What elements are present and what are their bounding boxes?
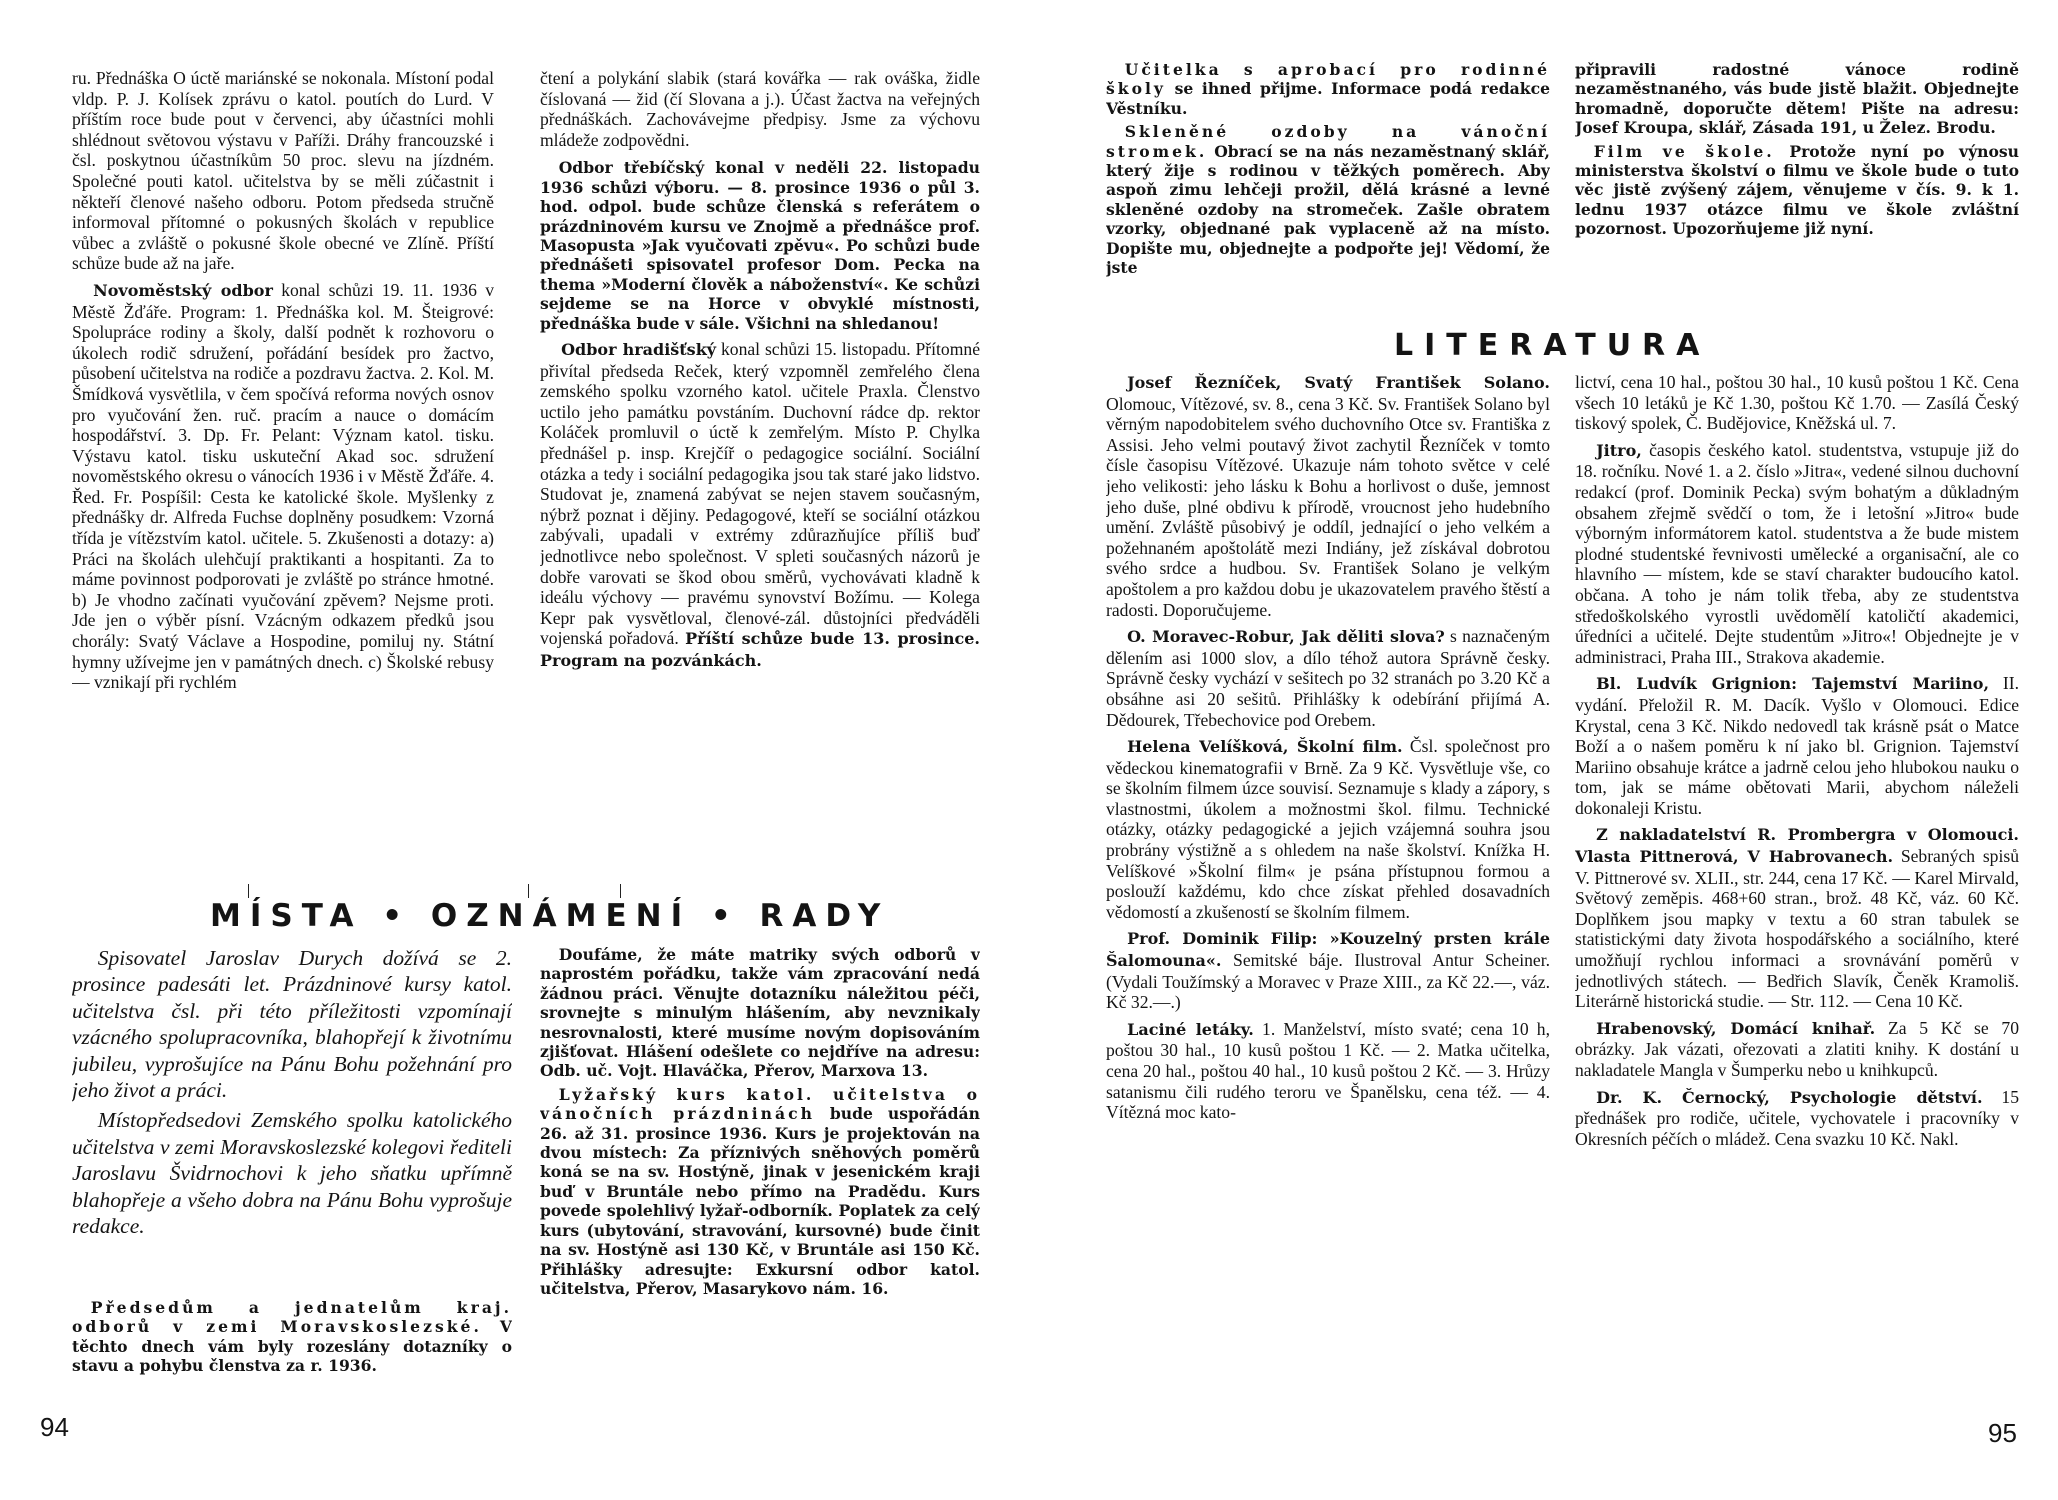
- paragraph: připravili radostné vánoce rodině nezaměstnaného, vás bude jistě blažit. Objednejte hromadně, doporučte dětem! Pište na adresu: Josef Kroupa, sklář, Zásada 191, u Želez. Brodu.: [1575, 60, 2019, 138]
- paragraph: [540, 339, 980, 672]
- entry-title: Dr. K. Černocký, Psychologie dětství.: [1596, 1087, 1983, 1107]
- paragraph-body: konal schůzi 19. 11. 1936 v Městě Žďáře. Program: 1. Přednáška kol. M. Šteigrové: Spolupráce rodiny a školy, další podnět k rozhovoru o úkolech rodič sdružení, pořádání besídek pro žactvo, působení učitelstva na rodiče a pozdravu žactva. 2. Kol. M. Šmídková vysvětlila, v čem spočívá reforma nových osnov pro vyučování žen. ruč. pracím a nauce o domácím hospodářství. 3. Dp. Fr. Pelant: Význam katol. tisku. Výstavu katol. tisku uskuteční Akad soc. sdružení novoměstského okresu o vánocích 1936 i v Městě Žďáře. 4. Řed. Fr. Pospíšil: Cesta ke katolické škole. Myšlenky z přednášky dr. Alfreda Fuchse doplněny posudkem: Vzorná třída je vítězstvím katol. učitele. 5. Zkušenosti a dotazy: a) Práci na školách ulehčují praktikanti a hospitanti. Za to máme povinnost podporovati je zvláště po stránce hmotné. b) Je vhodno začínati vyučování zpěvem? Nejsme proti. Jde jen o výběr písní. Vzácným odkazem předků jsou chorály: Svatý Václave a Hospodine, pomiluj ny. Státní hymny užívejme jen v památných dnech. c) Školské rebusy — vznikají při rychlém: [72, 279, 494, 693]
- entry-title: Bl. Ludvík Grignion: Tajemství Mariino,: [1596, 674, 1990, 694]
- entry-text: s naznačeným dělením asi 1000 slov, a dílo téhož autora Správně česky. Správně česky vychází v sešitech po 32 stranách po 3.20 Kč a obsáhne asi 20 sešitů. Přihlášky k odebírání přijímá A. Dědourek, Třebechovice pod Orebem.: [1106, 626, 1550, 730]
- odbor-trebicsky-notice: [540, 158, 980, 333]
- left-column-1: [72, 68, 494, 878]
- entry-text: Semitské báje. Ilustroval Antur Scheiner. (Vydali Toužímský a Moravec v Praze XIII., za Kč 22.—, váz. Kč 32.—.): [1106, 950, 1550, 1013]
- entry-title: Helena Velíšková, Školní film.: [1127, 737, 1403, 757]
- literatura-column-1: [1106, 372, 1550, 1402]
- paragraph: Doufáme, že máte matriky svých odborů v naprostém pořádku, takže vám zpracování nedá žádnou práci. Věnujte dotazníku náležitou péči, srovnejte s minulým hlášením, aby nevznikaly nesrovnalosti, které musíme novým dopisováním zjišťovat. Hlášení odešlete co nejdříve na adresu: Odb. uč. Vojt. Hlaváčka, Přerov, Marxova 13.: [540, 945, 980, 1081]
- literature-entry: [1575, 824, 2019, 1011]
- literature-entry: [1575, 1087, 2019, 1150]
- spaced-lead: Předsedům a jednatelům kraj. odborů v zemi Moravskoslezské.: [72, 1298, 512, 1337]
- literature-entry: [1106, 1019, 1550, 1123]
- section-divider-tick: [248, 884, 249, 898]
- entry-title: O. Moravec-Robur, Jak děliti slova?: [1127, 627, 1445, 647]
- paragraph: ru. Přednáška O úctě mariánské se nokonala. Místoní podal vldp. P. J. Kolísek zprávu o katol. poutích do Lurd. V příštím roce bude pout v červenci, aby účastníci mohli shlédnout světovou výstavu v Paříži. Dráhy francouzské i čsl. poskytnou účastníkům 50 proc. slevu na jízdném. Společné pouti katol. učitelstva by se měli zúčastnit i někteří členové našeho odboru. Potom předseda stručně informoval přítomné o pokusných školách v republice vůbec a zvláště o pokusné škole obecné ve Zlíně. Příští schůze bude až na jaře.: [72, 68, 494, 274]
- literature-entry: [1575, 673, 2019, 818]
- entry-title: Hrabenovský, Domácí knihař.: [1596, 1018, 1876, 1038]
- literature-entry: [1106, 928, 1550, 1012]
- entry-title: Jitro,: [1596, 440, 1642, 460]
- literature-entry: [1106, 736, 1550, 922]
- paragraph-body: V těchto dnech vám byly rozeslány dotazníky o stavu a pohybu členstva za r. 1936.: [72, 1317, 512, 1376]
- entry-text: Za 5 Kč se 70 obrázky. Jak vázati, ořezovati a zlatiti knihy. K dostání u nakladatele Mangla v Šumperku nebo u knihkupců.: [1575, 1017, 2019, 1080]
- paragraph-body: se ihned přijme. Informace podá redakce Věstníku.: [1106, 79, 1550, 118]
- paragraph: Odbor třebíčský konal v neděli 22. listopadu 1936 schůzi výboru. — 8. prosince 1936 o půl 3. hod. odpol. bude schůze členská s referátem o prázdninovém kursu ve Znojmě a přednášce prof. Masopusta »Jak vyučovati zpěvu«. Po schůzi bude přednášeti spisovatel profesor Dom. Pecka na thema »Moderní člověk a náboženství«. Ke schůzi sejdeme se na Horce v obvyklé místnosti, přednáška bude v sále. Všichni na shledanou!: [540, 158, 980, 333]
- paragraph: [540, 1085, 980, 1298]
- paragraph: [1106, 60, 1550, 118]
- spaced-lead: Lyžařský kurs katol. učitelstva o vánočních prázdninách: [540, 1084, 980, 1124]
- spaced-lead: Učitelka s aprobací pro rodinné školy: [1106, 60, 1550, 99]
- paragraph: [72, 1298, 512, 1376]
- paragraph-body: Obrací se na nás nezaměstnaný sklář, který žije s rodinou v těžkých poměrech. Aby aspoň zimu lehčeji prožil, dělá krásné a levné skleněné ozdoby na stromeček. Zašle obratem vzorky, objednané pak vyplaceně až na místo. Dopište mu, objednejte a podpořte jej! Vědomí, že jste: [1106, 141, 1550, 278]
- entry-title: Z nakladatelství R. Prombergra v Olomouci. Vlasta Pittnerová, V Habrovanech.: [1575, 825, 2019, 867]
- paragraph-body: konal schůzi 15. listopadu. Přítomné přivítal předseda Reček, který vzpomněl zemřelého člena zemského spolku vzorného katol. učitele Praxla. Členstvo uctilo jeho památku povstáním. Duchovní rádce dp. rektor Koláček promluvil o úctě k zemřelým. Místo P. Chylka přednášel p. insp. Krejčíř o pedagogice sociální. Sociální otázka a tedy i sociální pedagogika jsou tak staré jako lidstvo. Studovat je, znamená zabývat se nejen stavem současným, nýbrž poznat i dějiny. Pedagogové, kteří se sociální otázkou zabývali, upadali v extrémy zdůrazňujíce příliš buď jednotlivce nebo společnost. V spleti současných názorů je dobře varovati se škod obou směrů, vychovávati kladně k ideálu výchovy — pravému synovství Božímu. — Kolega Kepr pak vysvětloval, členové-zál. důstojníci předváděli vojenská pořadová.: [540, 339, 980, 649]
- entry-title: Laciné letáky.: [1127, 1019, 1254, 1039]
- right-top-left-column: [1106, 60, 1550, 330]
- literature-entry: [1575, 1018, 2019, 1081]
- left-column-4: [540, 945, 980, 1395]
- literature-entry: [1106, 372, 1550, 620]
- spaced-lead: Skleněné ozdoby na vánoční stromek.: [1106, 122, 1550, 161]
- paragraph: [1575, 142, 2019, 239]
- bold-lead: Novoměstský odbor: [93, 280, 273, 300]
- entry-text: lictví, cena 10 hal., poštou 30 hal., 10 kusů poštou 1 Kč. Cena všech 10 letáků je Kč 1.30, poštou Kč 1.70. — Zasílá Český tiskový spolek, Č. Budějovice, Kněžská ul. 7.: [1575, 372, 2019, 434]
- right-top-right-column: [1575, 60, 2019, 320]
- notice-chairmen: [72, 1298, 512, 1378]
- literature-entry: [1106, 626, 1550, 730]
- section-divider-tick: [528, 884, 529, 898]
- left-column-2: [540, 68, 980, 888]
- entry-text: Olomouc, Vítězové, sv. 8., cena 3 Kč. Sv. František Solano byl věrným napodobitelem svého duchovního Otce sv. Františka z Assisi. Jeho velmi poutavý život zachytil Řezníček v tomto čísle časopisu Vítězové. Ukazuje nám tohoto světce v celé jeho velikosti: jeho lásku k Bohu a horlivost o duše, jemnost jeho duše, plné obdivu k přírodě, vroucnost jeho hudebního umění. Zvláště působivý je oddíl, jednající o jeho velkém a požehnaném apoštolátě mezi Indiány, jež získával dobrotou svého srdce a hudbou. Sv. František Solano je velkým apoštolem a pro každou dobu je ukazovatelem pravého štěstí a radosti. Doporučujeme.: [1106, 393, 1550, 620]
- section-divider-tick: [620, 884, 621, 898]
- paragraph-body: bude uspořádán 26. až 31. prosince 1936. Kurs je projektován na dvou místech: Za příznivých sněhových poměrů koná se na sv. Hostýně, jinak v jesenickém kraji buď v Bruntále nebo přímo na Pradědu. Kurs povede spolehlivý lyžař-odborník. Poplatek za celý kurs (ubytování, stravování, kursovné) bude činit na sv. Hostýně asi 130 Kč, v Bruntále asi 150 Kč. Přihlášky adresujte: Exkursní odbor katol. učitelstva, Přerov, Masarykovo nám. 16.: [540, 1104, 980, 1298]
- entry-text: II. vydání. Přeložil R. M. Dacík. Vyšlo v Olomouci. Edice Krystal, cena 3 Kč. Nikdo nedovedl tak krásně psát o Matce Boží a o našem poměru k ní jako bl. Grignion. Tajemství Mariino obsahuje krátce a jadrně celou jeho hlubokou nauku o tom, jak se máme obětovati Marii, abychom náleželi dokonaleji Kristu.: [1575, 673, 2019, 818]
- entry-text: 1. Manželství, místo svaté; cena 10 h, poštou 30 hal., 10 kusů poštou 1 Kč. — 2. Matka učitelka, cena 20 hal., poštou 40 hal., 10 kusů poštou 2 Kč. — 3. Hrůzy satanismu čili rudého teroru ve Španělsku, cena též. — 4. Vítězná moc kato-: [1106, 1018, 1550, 1123]
- paragraph: čtení a polykání slabik (stará kovářka — rak ováška, židle číslovaná — žid (čí Slovana a j.). Účast žactva na veřejných přednáškách. Zachovávejme předpisy. Jsme za výchovu mládeže zodpovědni.: [540, 68, 980, 150]
- spaced-lead: Film ve škole.: [1593, 141, 1775, 161]
- section-heading: LITERATURA: [1394, 328, 1711, 363]
- bold-lead: Odbor hradišťský: [561, 340, 717, 360]
- entry-title: Prof. Dominik Filip: »Kouzelný prsten krále Šalomouna«.: [1106, 929, 1550, 971]
- paragraph-body: Protože nyní po výnosu ministerstva školství o filmu ve škole bude o tuto věc jistě zvýšený zájem, věnujeme v čís. 9. k 1. lednu 1937 otázce filmu ve škole zvláštní pozornost. Upozorňujeme již nyní.: [1575, 141, 2019, 239]
- paragraph: Místopředsedovi Zemského spolku katolického učitelstva v zemi Moravskoslezské kolegovi řediteli Jaroslavu Švidrnochovi k jeho sňatku upřímně blahopřeje a všeho dobra na Pánu Bohu vyprošuje redakce.: [72, 1108, 512, 1239]
- paragraph: [1106, 122, 1550, 277]
- paragraph: [72, 280, 494, 693]
- entry-text: 15 přednášek pro rodiče, učitele, vychovatele i pracovníky v Okresních péčích o mládež. Cena svazku 10 Kč. Nakl.: [1575, 1086, 2019, 1149]
- page-number: 95: [1988, 1418, 2017, 1448]
- announcements-italic: [72, 945, 512, 1295]
- entry-text: časopis českého katol. studentstva, vstupuje již do 18. ročníku. Nové 1. a 2. číslo »Jitra«, vedené silnou duchovní redakcí (prof. Dominik Pecka) svým bohatým a důkladným obsahem zřejmě svědčí o tom, že i letošní »Jitro« bude výborným informátorem katol. studentstva a že bude mistem plodné studentské řevnivosti umělecké a organisační, ale co hlavního — místem, kde se staví charakter budoucího katol. občana. A toho je nám tolik třeba, aby ze studentstva středoškolského vyrostli uvědomělí katoličtí akademici, úředníci a učitelé. Dejte studentům »Jitro«! Objednejte je v administraci, Praha III., Strakova akademie.: [1575, 439, 2019, 667]
- section-heading: MÍSTA • OZNÁMENÍ • RADY: [210, 898, 890, 934]
- literature-entry: [1575, 440, 2019, 668]
- literatura-column-2: [1575, 372, 2019, 1402]
- right-page: [1030, 0, 2058, 1500]
- page-number: 94: [40, 1412, 69, 1442]
- entry-text: Čsl. společnost pro vědeckou kinematografii v Brně. Za 9 Kč. Vysvětluje vše, co se školním filmem úzce souvisí. Seznamuje s klady a zápory, s vlastnostmi, úkolem a možnostmi škol. filmu. Technické otázky, otázky pedagogické a jejich vzájemná souhra jsou probrány výstižně a s ohledem na naše školství. Knížka H. Velíškové »Školní film« je psána přístupnou formou a poslouží každému, kdo chce získat přehled dosavadních vědomostí a zkušeností se školním filmem.: [1106, 736, 1550, 922]
- paragraph: Spisovatel Jaroslav Durych dožívá se 2. prosince padesáti let. Prázdninové kursy katol. učitelstva čsl. při této příležitosti vzpomínají vzácného spolupracovníka, blahopřejí k životnímu jubileu, vyprošujíce na Pánu Bohu požehnání pro jeho život a práci.: [72, 946, 512, 1103]
- entry-title: Josef Řezníček, Svatý František Solano.: [1127, 373, 1550, 392]
- entry-text: Sebraných spisů V. Pittnerové sv. XLII., str. 244, cena 17 Kč. — Karel Mirvald, Světový zeměpis. 468+60 stran., brož. 48 Kč, váz. 60 Kč. Doplňkem jsou mapky v textu a 60 stran tabulek se statistickými daty života hospodářského a sociálního, které umožňují rychlou informaci a srovnávání poměrů v jednotlivých státech. — Bedřich Slavík, Čeněk Kramoliš. Literárně historická studie. — Str. 112. — Cena 10 Kč.: [1575, 846, 2019, 1012]
- bold-tail: Příští schůze bude 13. prosince. Program na pozvánkách.: [540, 629, 980, 670]
- literature-entry: [1575, 372, 2019, 434]
